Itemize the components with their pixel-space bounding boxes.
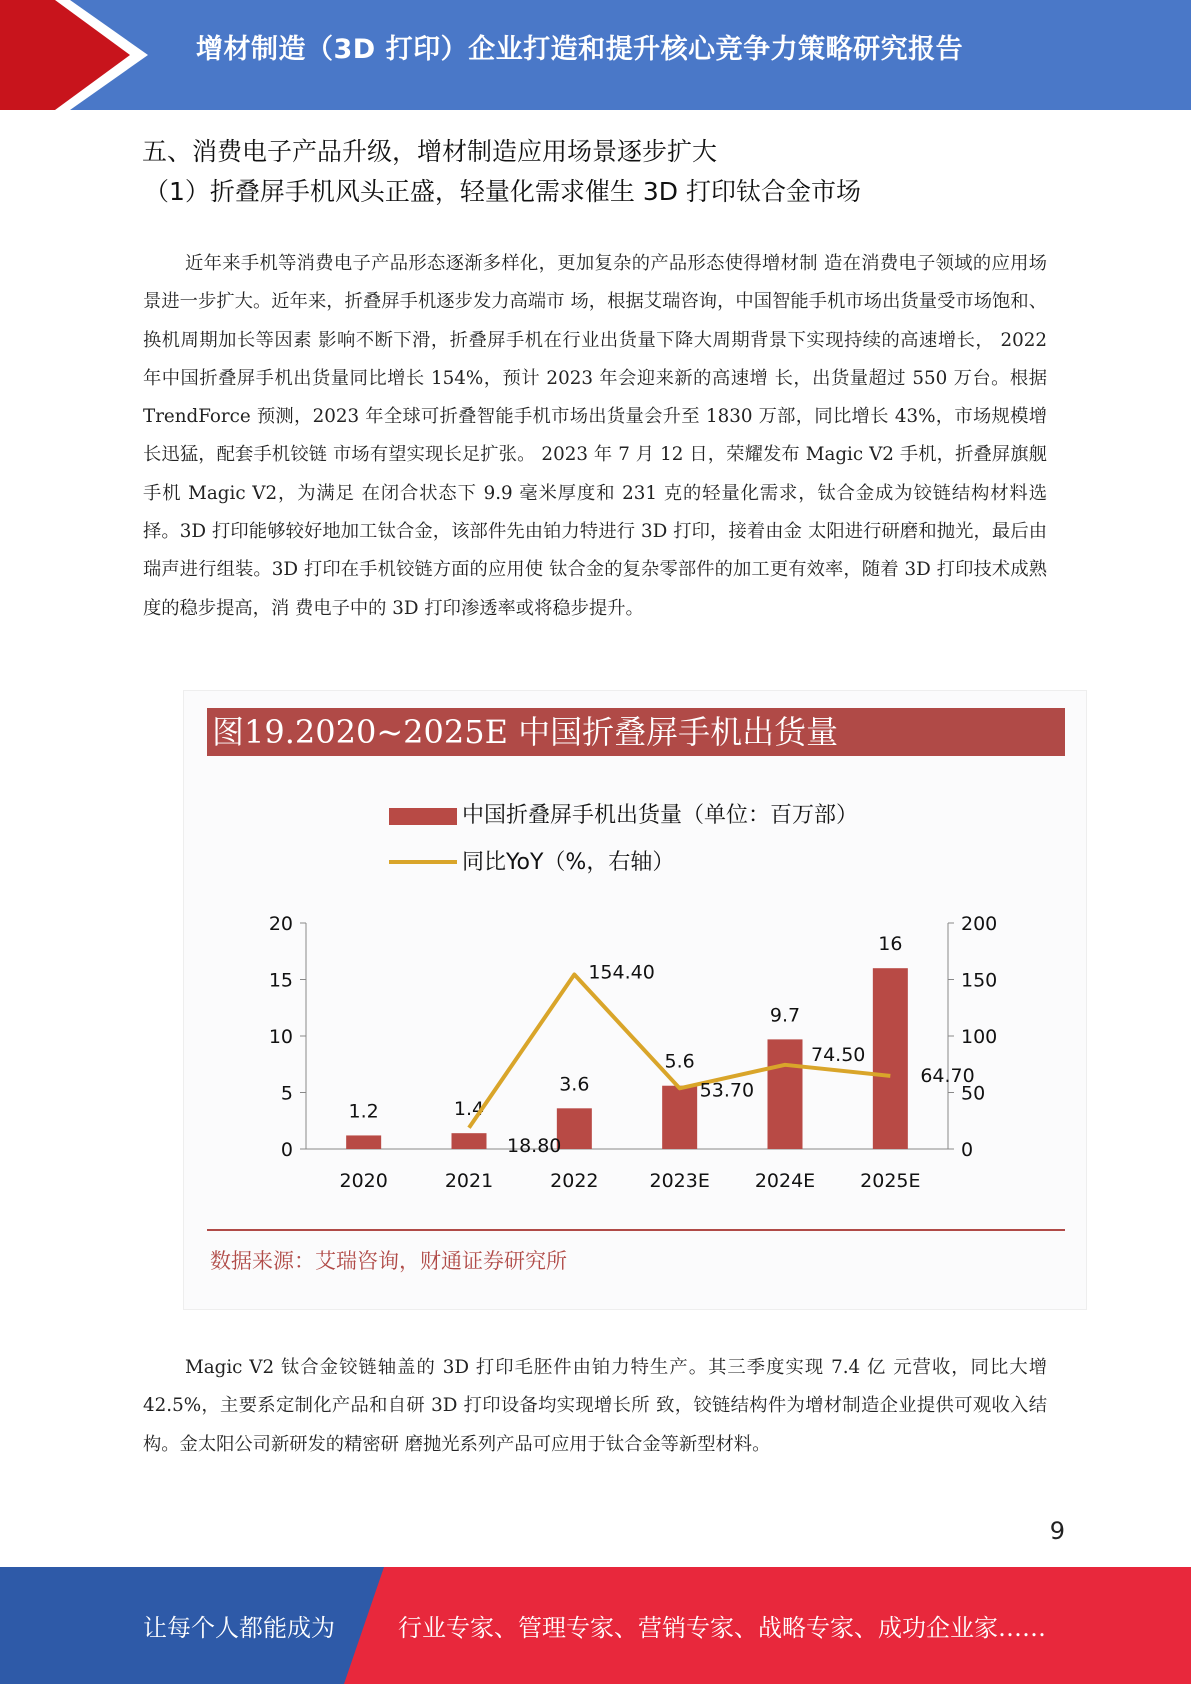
header-banner <box>0 0 1191 110</box>
y-right-tick-label: 200 <box>961 913 998 935</box>
y-left-tick-label: 5 <box>280 1082 293 1105</box>
bar <box>452 1133 487 1149</box>
yoy-value-label: 53.70 <box>699 1079 755 1102</box>
x-tick-label: 2020 <box>339 1170 388 1192</box>
legend-label-yoy: 同比YoY（%，右轴） <box>462 850 675 875</box>
x-tick-label: 2024E <box>754 1170 816 1192</box>
bar-value-label: 1.2 <box>348 1100 379 1123</box>
y-right-tick-label: 0 <box>961 1139 974 1161</box>
figure-panel <box>183 690 1087 1310</box>
y-left-tick-label: 20 <box>268 913 293 935</box>
document-title: 增材制造（3D 打印）企业打造和提升核心竞争力策略研究报告 <box>196 34 964 65</box>
figure-source: 数据来源：艾瑞咨询，财通证券研究所 <box>210 1249 567 1273</box>
bar-value-label: 9.7 <box>769 1004 801 1027</box>
x-tick-label: 2021 <box>444 1170 494 1192</box>
figure-divider <box>207 1229 1065 1231</box>
section-subheading: （1）折叠屏手机风头正盛，轻量化需求催生 3D 打印钛合金市场 <box>144 177 861 206</box>
figure-title: 图19.2020~2025E 中国折叠屏手机出货量 <box>212 713 839 751</box>
page-number: 9 <box>1049 1517 1065 1545</box>
footer-banner <box>0 1567 1191 1684</box>
yoy-value-label: 64.70 <box>920 1064 975 1087</box>
shipments-chart <box>184 691 1088 1231</box>
yoy-value-label: 74.50 <box>811 1043 866 1066</box>
y-left-tick-label: 15 <box>268 969 293 992</box>
bar <box>768 1039 803 1149</box>
yoy-value-label: 18.80 <box>507 1134 562 1157</box>
y-right-tick-label: 100 <box>961 1026 998 1048</box>
body-paragraph: Magic V2 钛合金铰链轴盖的 3D 打印毛胚件由铂力特生产。其三季度实现 7.4 亿 元营收，同比大增 42.5%，主要系定制化产品和自研 3D 打印设备均实现增长所 致，铰链结构件为增材制造企业提供可观收入结构。金太阳公司新研发的精密研 磨抛光系列产品可应用于钛合金等新型材料。 <box>143 1357 1047 1455</box>
bar <box>557 1108 592 1149</box>
y-right-tick-label: 50 <box>961 1082 986 1105</box>
legend-label-shipments: 中国折叠屏手机出货量（单位：百万部） <box>462 803 859 828</box>
bar <box>346 1135 381 1149</box>
bar-value-label: 3.6 <box>559 1073 590 1096</box>
x-tick-label: 2023E <box>649 1170 710 1192</box>
bar <box>662 1086 697 1149</box>
footer-slogan-left: 让每个人都能成为 <box>143 1614 335 1642</box>
yoy-value-label: 154.40 <box>588 961 655 984</box>
x-tick-label: 2022 <box>550 1170 599 1192</box>
bar <box>873 968 908 1149</box>
bar-value-label: 5.6 <box>664 1050 695 1073</box>
section-heading: 五、消费电子产品升级，增材制造应用场景逐步扩大 <box>142 137 718 166</box>
footer-slogan-right: 行业专家、管理专家、营销专家、战略专家、成功企业家…… <box>398 1614 1046 1642</box>
x-tick-label: 2025E <box>860 1170 921 1192</box>
y-left-tick-label: 10 <box>268 1026 293 1048</box>
y-left-tick-label: 0 <box>280 1139 293 1161</box>
bar-value-label: 16 <box>878 933 903 956</box>
bar-value-label: 1.4 <box>453 1098 485 1121</box>
y-right-tick-label: 150 <box>961 969 998 992</box>
body-paragraph: 近年来手机等消费电子产品形态逐渐多样化，更加复杂的产品形态使得增材制 造在消费电子领域的应用场景进一步扩大。近年来，折叠屏手机逐步发力高端市 场，根据艾瑞咨询，中国智能手机市场出货量受市场饱和、换机周期加长等因素 影响不断下滑，折叠屏手机在行业出货量下降大周期背景下实现持续的高速增长， 2022 年中国折叠屏手机出货量同比增长 154%，预计 2023 年会迎来新的高速增 长，出货量超过 550 万台。根据 TrendForce 预测，2023 年全球可折叠智能手机市场出货量会升至 1830 万部，同比增长 43%，市场规模增长迅猛，配套手机铰链 市场有望实现长足扩张。 2023 年 7 月 12 日，荣耀发布 Magic V2 手机，折叠屏旗舰手机 Magic V2，为满足 在闭合状态下 9.9 毫米厚度和 231 克的轻量化需求，钛合金成为铰链结构材料选 择。3D 打印能够较好地加工钛合金，该部件先由铂力特进行 3D 打印，接着由金 太阳进行研磨和抛光，最后由瑞声进行组装。3D 打印在手机铰链方面的应用使 钛合金的复杂零部件的加工更有效率，随着 3D 打印技术成熟度的稳步提高，消 费电子中的 3D 打印渗透率或将稳步提升。 <box>143 253 1047 619</box>
